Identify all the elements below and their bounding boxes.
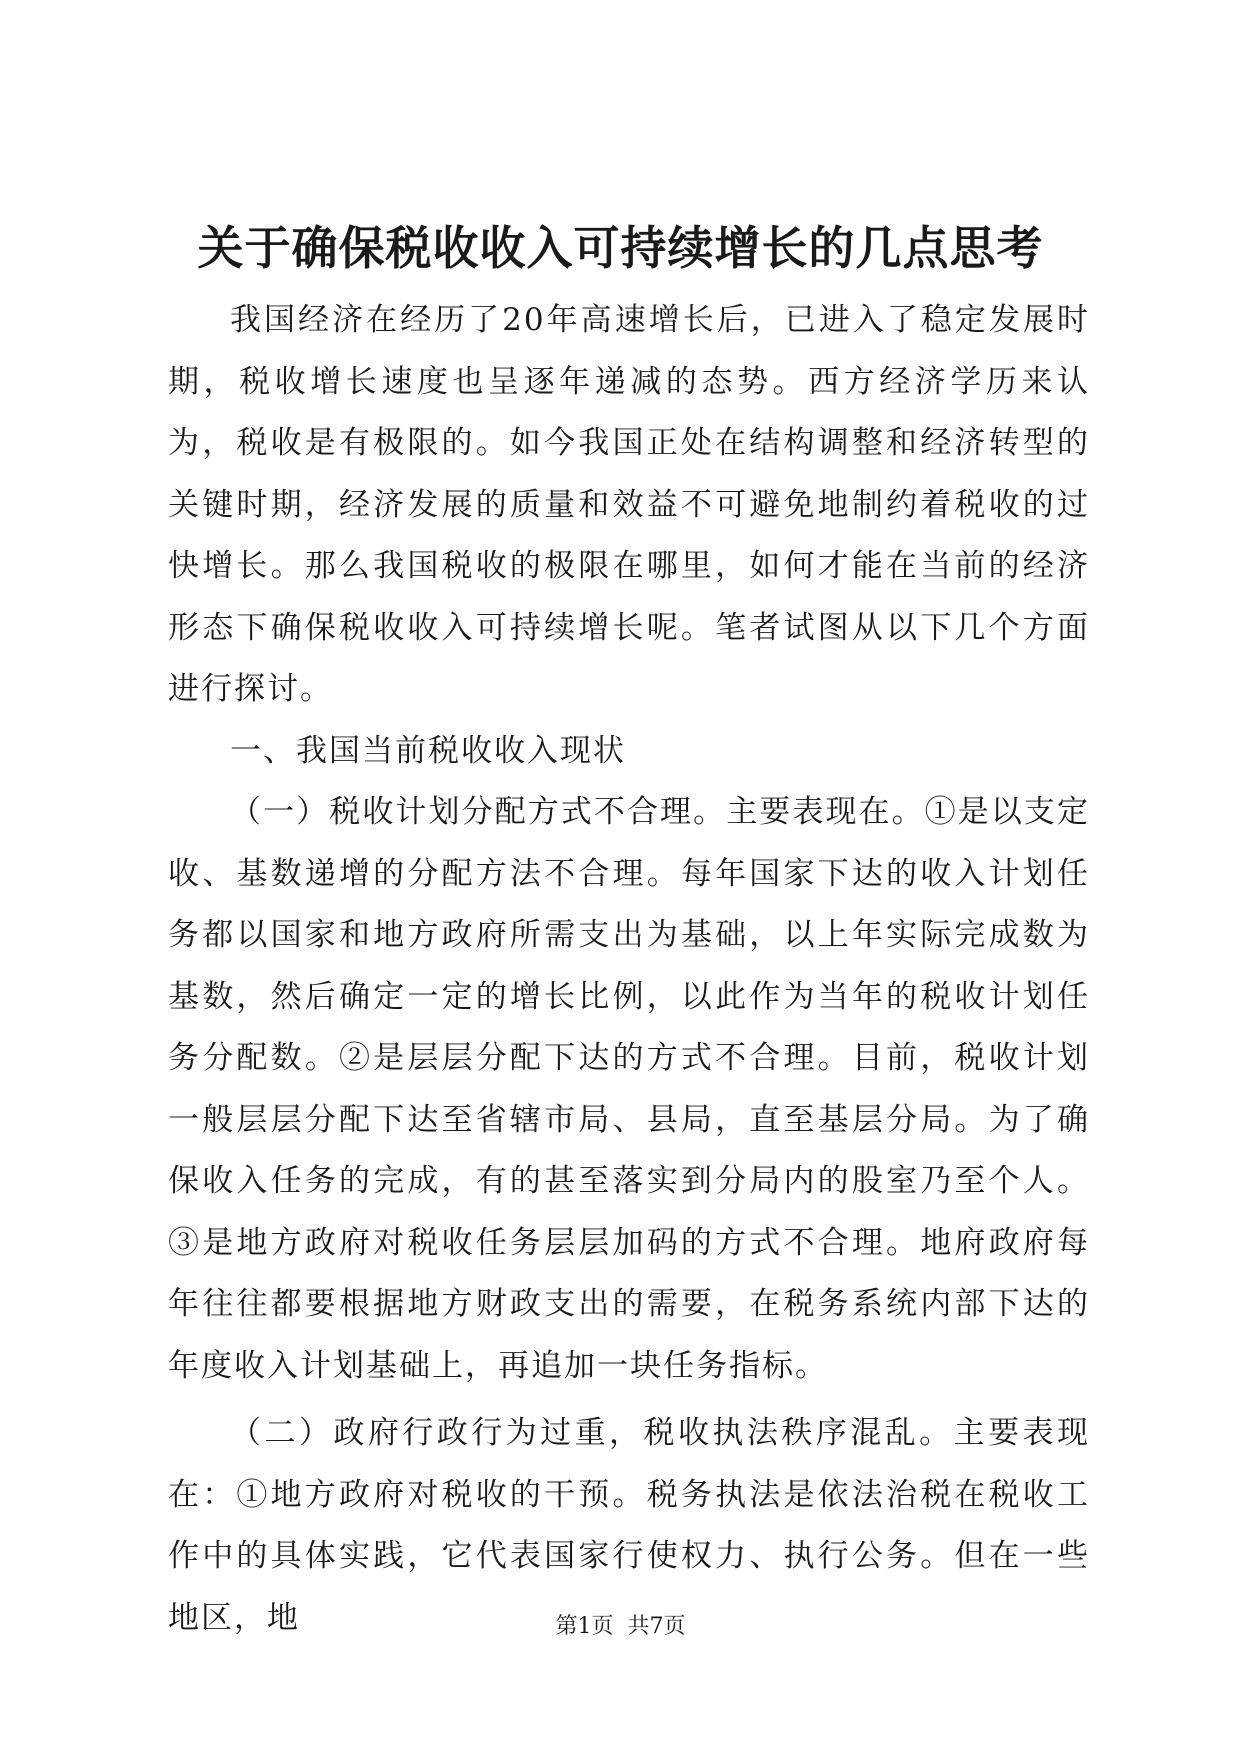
paragraph-intro: 我国经济在经历了20年高速增长后，已进入了稳定发展时期，税收增长速度也呈逐年递减的态势。西方经济学历来认为，税收是有极限的。如今我国正处在结构调整和经济转型的关键时期，经济发展的质量和效益不可避免地制约着税收的过快增长。那么我国税收的极限在哪里，如何才能在当前的经济形态下确保税收收入可持续增长呢。笔者试图从以下几个方面进行探讨。 — [168, 302, 1090, 707]
document-title: 关于确保税收收入可持续增长的几点思考 — [197, 221, 1044, 275]
page-footer — [0, 1612, 1241, 1642]
paragraph-government-intervention: （二）政府行政行为过重，税收执法秩序混乱。主要表现在：①地方政府对税收的干预。税务执法是依法治税在税收工作中的具体实践，它代表国家行使权力、执行公务。但在一些地区，地 — [168, 1415, 1090, 1636]
page-total: 共7页 — [627, 1614, 686, 1639]
page-number: 第1页 — [555, 1614, 614, 1639]
document-body — [168, 290, 1090, 1649]
section-heading-current-status: 一、我国当前税收收入现状 — [230, 732, 626, 769]
paragraph-plan-allocation: （一）税收计划分配方式不合理。主要表现在。①是以支定收、基数递增的分配方法不合理。每年国家下达的收入计划任务都以国家和地方政府所需支出为基础，以上年实际完成数为基数，然后确定一定的增长比例，以此作为当年的税收计划任务分配数。②是层层分配下达的方式不合理。目前，税收计划一般层层分配下达至省辖市局、县局，直至基层分局。为了确保收入任务的完成，有的甚至落实到分局内的股室乃至个人。③是地方政府对税收任务层层加码的方式不合理。地府政府每年往往都要根据地方财政支出的需要，在税务系统内部下达的年度收入计划基础上，再追加一块任务指标。 — [168, 794, 1090, 1384]
